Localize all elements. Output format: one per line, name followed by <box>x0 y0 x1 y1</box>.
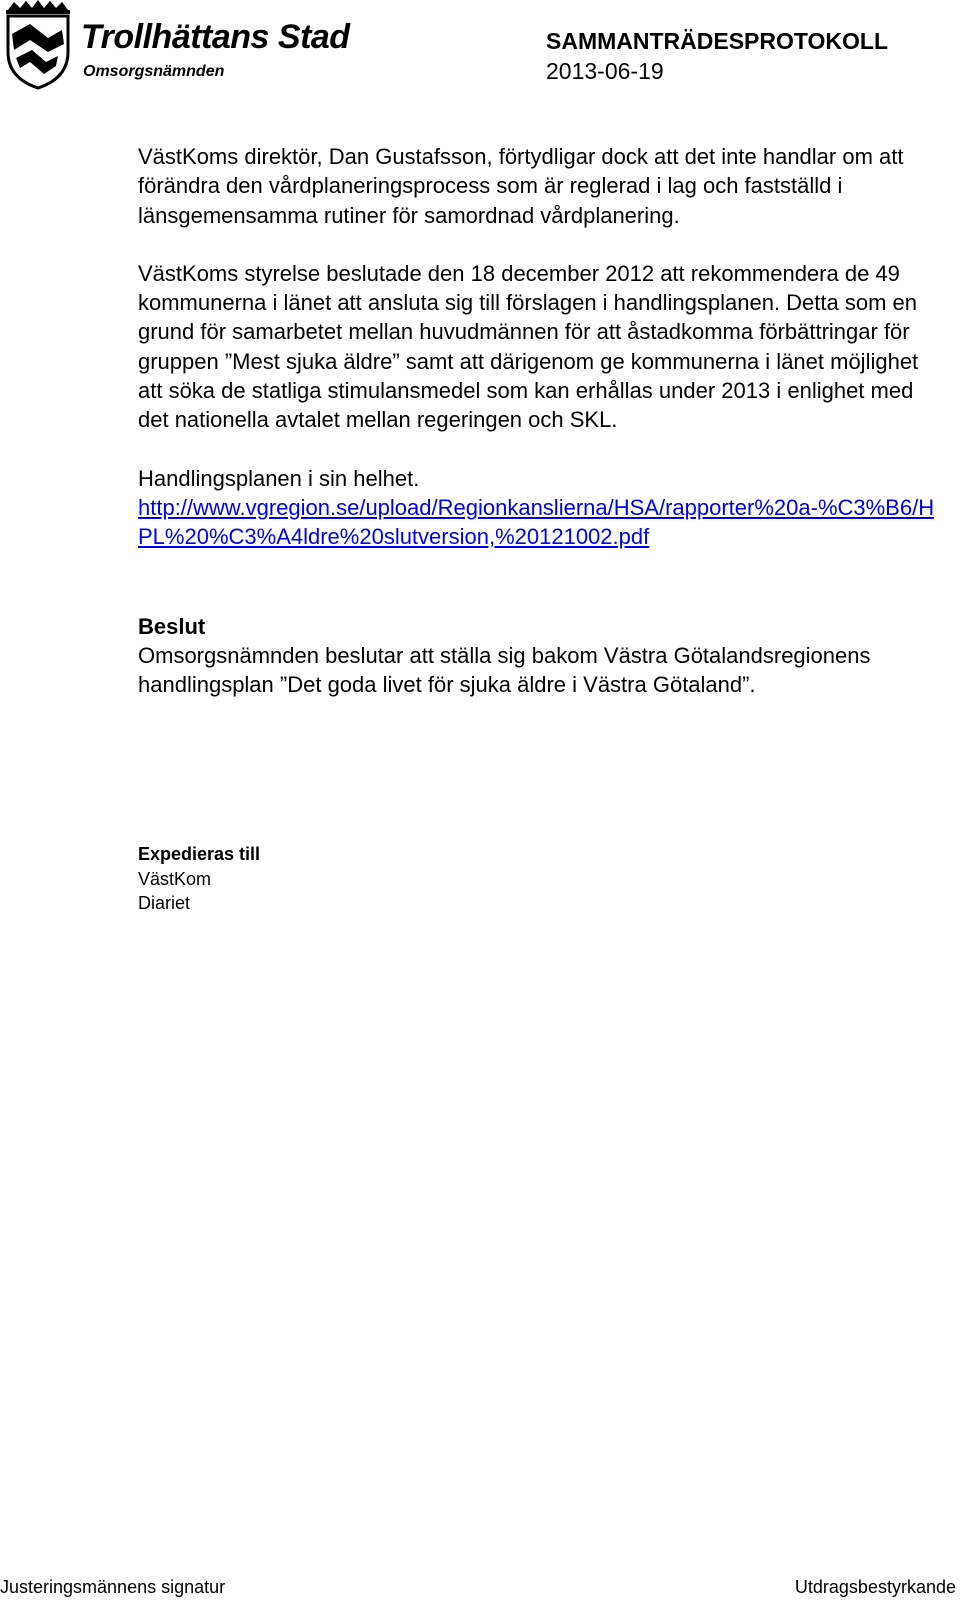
org-logo <box>0 0 372 96</box>
footer-signature-label: Justeringsmännens signatur <box>0 1577 226 1597</box>
document-type: SAMMANTRÄDESPROTOKOLL <box>546 28 889 54</box>
recipient-item: VästKom <box>138 868 212 889</box>
coat-of-arms-icon <box>0 0 76 90</box>
beslut-text: Omsorgsnämnden beslutar att ställa sig bakom Västra Götalandsregionens handlingsplan ”Det goda livet för sjuka äldre i Västra Götaland”. <box>138 642 871 698</box>
expedieras-block <box>138 842 260 916</box>
handling-text: Handlingsplanen i sin helhet. <box>138 465 420 491</box>
footer-certification-label: Utdragsbestyrkande <box>794 1577 956 1597</box>
recipient-item: Diariet <box>138 893 191 913</box>
org-subtitle: Omsorgsnämnden <box>83 63 225 80</box>
main-content <box>138 142 948 699</box>
paragraph-2: VästKoms styrelse beslutade den 18 december 2012 att rekommendera de 49 kommunerna i länet att ansluta sig till förslagen i handlingsplanen. Detta som en grund för samarbetet mellan huvudmännen för att åstadkomma förbättringar för gruppen ”Mest sjuka äldre” samt att därigenom ge kommunerna i länet möjlighet att söka de statliga stimulansmedel som kan erhållas under 2013 i enlighet med det nationella avtalet mellan regeringen och SKL. <box>138 260 919 433</box>
handling-link[interactable]: http://www.vgregion.se/upload/Regionkanslierna/HSA/rapporter%20a-%C3%B6/HPL%20%C3%A4ldre%20slutversion,%20121002.pdf <box>138 494 935 550</box>
document-header <box>0 0 960 100</box>
paragraph-1: VästKoms direktör, Dan Gustafsson, förtydligar dock att det inte handlar om att förändra den vårdplaneringsprocess som är reglerad i lag och fastställd i länsgemensamma rutiner för samordnad vårdplanering. <box>138 144 904 228</box>
handling-link-line <box>138 493 948 552</box>
org-name: Trollhättans Stad <box>81 18 350 56</box>
expedieras-heading: Expedieras till <box>138 844 261 864</box>
beslut-heading: Beslut <box>138 613 206 639</box>
document-date: 2013-06-19 <box>546 58 664 84</box>
